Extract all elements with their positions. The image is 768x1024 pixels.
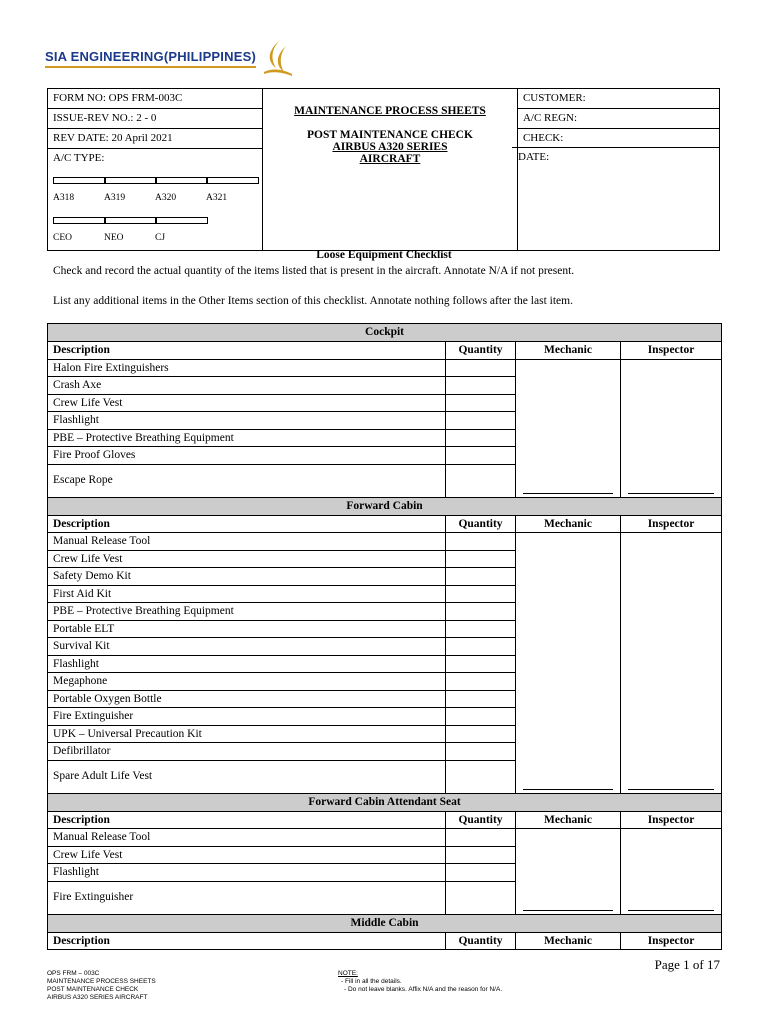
checkbox-icon[interactable] xyxy=(104,177,157,184)
instruction-1: Check and record the actual quantity of the items listed that is present in the aircraft. Annotate N/A if not present. xyxy=(53,265,575,277)
aircraft-label: AIRCRAFT xyxy=(359,153,421,165)
column-mechanic: Mechanic xyxy=(516,932,621,950)
column-mechanic: Mechanic xyxy=(516,342,621,360)
item-description: PBE – Protective Breathing Equipment xyxy=(48,429,446,447)
note-1: - Fill in all the details. xyxy=(341,978,402,985)
ac-type-cell xyxy=(48,149,263,251)
quantity-input[interactable] xyxy=(446,568,516,586)
issue-rev: ISSUE-REV NO.: 2 - 0 xyxy=(48,109,263,129)
quantity-input[interactable] xyxy=(446,359,516,377)
footer-check-title: POST MAINTENANCE CHECK xyxy=(47,986,139,993)
item-description: Halon Fire Extinguishers xyxy=(48,359,446,377)
column-mechanic: Mechanic xyxy=(516,811,621,829)
variant-option[interactable] xyxy=(53,213,104,247)
inspector-signature[interactable] xyxy=(621,533,722,794)
column-inspector: Inspector xyxy=(621,342,722,360)
variant-label: NEO xyxy=(104,233,124,243)
variant-options xyxy=(53,213,257,247)
checkbox-icon[interactable] xyxy=(53,217,106,224)
company-name: SIA ENGINEERING(PHILIPPINES) xyxy=(45,49,256,68)
column-inspector: Inspector xyxy=(621,515,722,533)
quantity-input[interactable] xyxy=(446,638,516,656)
ac-type-options xyxy=(53,173,257,207)
inspector-signature[interactable] xyxy=(621,829,722,915)
variant-label: CEO xyxy=(53,233,72,243)
inspector-signature-line xyxy=(628,788,714,790)
item-description: Survival Kit xyxy=(48,638,446,656)
ac-type-option[interactable] xyxy=(53,173,104,207)
inspector-signature-line xyxy=(628,909,714,911)
ac-regn-field: A/C REGN: xyxy=(517,109,719,129)
item-row xyxy=(48,829,722,847)
item-row xyxy=(48,533,722,551)
footer-notes xyxy=(338,970,502,994)
bird-logo-icon xyxy=(258,38,294,78)
item-description: Crew Life Vest xyxy=(48,394,446,412)
item-description: Crash Axe xyxy=(48,377,446,395)
quantity-input[interactable] xyxy=(446,690,516,708)
inspector-signature[interactable] xyxy=(621,359,722,497)
quantity-input[interactable] xyxy=(446,377,516,395)
mechanic-signature[interactable] xyxy=(516,829,621,915)
quantity-input[interactable] xyxy=(446,585,516,603)
ac-type-label: A320 xyxy=(155,193,177,203)
item-description: Fire Extinguisher xyxy=(48,881,446,914)
checkbox-icon[interactable] xyxy=(206,177,259,184)
item-description: Flashlight xyxy=(48,412,446,430)
item-description: Spare Adult Life Vest xyxy=(48,760,446,793)
column-header-row xyxy=(48,342,722,360)
item-description: Megaphone xyxy=(48,673,446,691)
page-number: Page 1 of 17 xyxy=(654,957,720,972)
checkbox-icon[interactable] xyxy=(155,177,208,184)
quantity-input[interactable] xyxy=(446,673,516,691)
quantity-input[interactable] xyxy=(446,447,516,465)
item-description: Crew Life Vest xyxy=(48,550,446,568)
section-title: Cockpit xyxy=(48,324,722,342)
item-description: Fire Proof Gloves xyxy=(48,447,446,465)
section-header-row xyxy=(48,497,722,515)
check-title: POST MAINTENANCE CHECK xyxy=(307,129,473,141)
column-header-row xyxy=(48,515,722,533)
doc-title: MAINTENANCE PROCESS SHEETS xyxy=(294,105,486,117)
column-quantity: Quantity xyxy=(446,515,516,533)
item-description: Escape Rope xyxy=(48,464,446,497)
quantity-input[interactable] xyxy=(446,550,516,568)
column-quantity: Quantity xyxy=(446,932,516,950)
item-description: Fire Extinguisher xyxy=(48,708,446,726)
date-field: DATE: xyxy=(518,151,550,163)
footer-aircraft: AIRBUS A320 SERIES AIRCRAFT xyxy=(47,994,148,1001)
mechanic-signature-line xyxy=(523,492,613,494)
customer-field: CUSTOMER: xyxy=(517,89,719,109)
quantity-input[interactable] xyxy=(446,743,516,761)
column-description: Description xyxy=(48,342,446,360)
item-description: Flashlight xyxy=(48,655,446,673)
quantity-input[interactable] xyxy=(446,620,516,638)
ac-type-label: A321 xyxy=(206,193,228,203)
item-description: Portable Oxygen Bottle xyxy=(48,690,446,708)
column-description: Description xyxy=(48,515,446,533)
item-description: Crew Life Vest xyxy=(48,846,446,864)
variant-option[interactable] xyxy=(104,213,155,247)
inspector-signature-line xyxy=(628,492,714,494)
item-description: UPK – Universal Precaution Kit xyxy=(48,725,446,743)
quantity-input[interactable] xyxy=(446,760,516,793)
quantity-input[interactable] xyxy=(446,533,516,551)
item-description: Defibrillator xyxy=(48,743,446,761)
column-description: Description xyxy=(48,811,446,829)
loose-equipment-table xyxy=(47,323,722,950)
item-description: Manual Release Tool xyxy=(48,829,446,847)
instruction-2: List any additional items in the Other Items section of this checklist. Annotate nothing follows after the last item. xyxy=(53,295,573,307)
footer-left xyxy=(47,970,156,1002)
item-description: Safety Demo Kit xyxy=(48,568,446,586)
section-header-row xyxy=(48,793,722,811)
quantity-input[interactable] xyxy=(446,829,516,847)
mechanic-signature-line xyxy=(523,788,613,790)
ac-type-option[interactable] xyxy=(104,173,155,207)
quantity-input[interactable] xyxy=(446,394,516,412)
checkbox-icon[interactable] xyxy=(155,217,208,224)
date-field-box xyxy=(512,147,720,205)
header-title-block xyxy=(263,89,518,251)
quantity-input[interactable] xyxy=(446,864,516,882)
section-title: Middle Cabin xyxy=(48,914,722,932)
ac-type-label: A318 xyxy=(53,193,75,203)
footer-doc-title: MAINTENANCE PROCESS SHEETS xyxy=(47,978,156,985)
form-no: FORM NO: OPS FRM-003C xyxy=(48,89,263,109)
note-label: NOTE: xyxy=(338,970,358,977)
section-header-row xyxy=(48,914,722,932)
note-2: - Do not leave blanks. Affix N/A and the reason for N/A. xyxy=(344,986,503,993)
variant-option[interactable] xyxy=(155,213,206,247)
quantity-input[interactable] xyxy=(446,846,516,864)
column-inspector: Inspector xyxy=(621,811,722,829)
checkbox-icon[interactable] xyxy=(104,217,157,224)
mechanic-signature[interactable] xyxy=(516,359,621,497)
check-field: CHECK: xyxy=(517,129,719,251)
company-logo xyxy=(45,38,294,78)
mechanic-signature-line xyxy=(523,909,613,911)
ac-type-label: A/C TYPE: xyxy=(53,152,105,164)
column-quantity: Quantity xyxy=(446,342,516,360)
ac-type-option[interactable] xyxy=(155,173,206,207)
mechanic-signature[interactable] xyxy=(516,533,621,794)
ac-type-label: A319 xyxy=(104,193,126,203)
section-header-row xyxy=(48,324,722,342)
column-inspector: Inspector xyxy=(621,932,722,950)
column-quantity: Quantity xyxy=(446,811,516,829)
ac-type-option[interactable] xyxy=(206,173,257,207)
checkbox-icon[interactable] xyxy=(53,177,106,184)
column-mechanic: Mechanic xyxy=(516,515,621,533)
column-header-row xyxy=(48,811,722,829)
quantity-input[interactable] xyxy=(446,881,516,914)
quantity-input[interactable] xyxy=(446,655,516,673)
item-description: Flashlight xyxy=(48,864,446,882)
rev-date: REV DATE: 20 April 2021 xyxy=(48,129,263,149)
section-title: Forward Cabin xyxy=(48,497,722,515)
column-description: Description xyxy=(48,932,446,950)
item-description: Portable ELT xyxy=(48,620,446,638)
checklist-title: Loose Equipment Checklist xyxy=(316,249,452,261)
quantity-input[interactable] xyxy=(446,429,516,447)
variant-label: CJ xyxy=(155,233,166,243)
quantity-input[interactable] xyxy=(446,412,516,430)
section-title: Forward Cabin Attendant Seat xyxy=(48,793,722,811)
item-row xyxy=(48,359,722,377)
item-description: PBE – Protective Breathing Equipment xyxy=(48,603,446,621)
item-description: First Aid Kit xyxy=(48,585,446,603)
quantity-input[interactable] xyxy=(446,725,516,743)
aircraft-series: AIRBUS A320 SERIES xyxy=(332,141,448,153)
quantity-input[interactable] xyxy=(446,708,516,726)
quantity-input[interactable] xyxy=(446,464,516,497)
item-description: Manual Release Tool xyxy=(48,533,446,551)
quantity-input[interactable] xyxy=(446,603,516,621)
column-header-row xyxy=(48,932,722,950)
footer-form-no: OPS FRM – 003C xyxy=(47,970,100,977)
